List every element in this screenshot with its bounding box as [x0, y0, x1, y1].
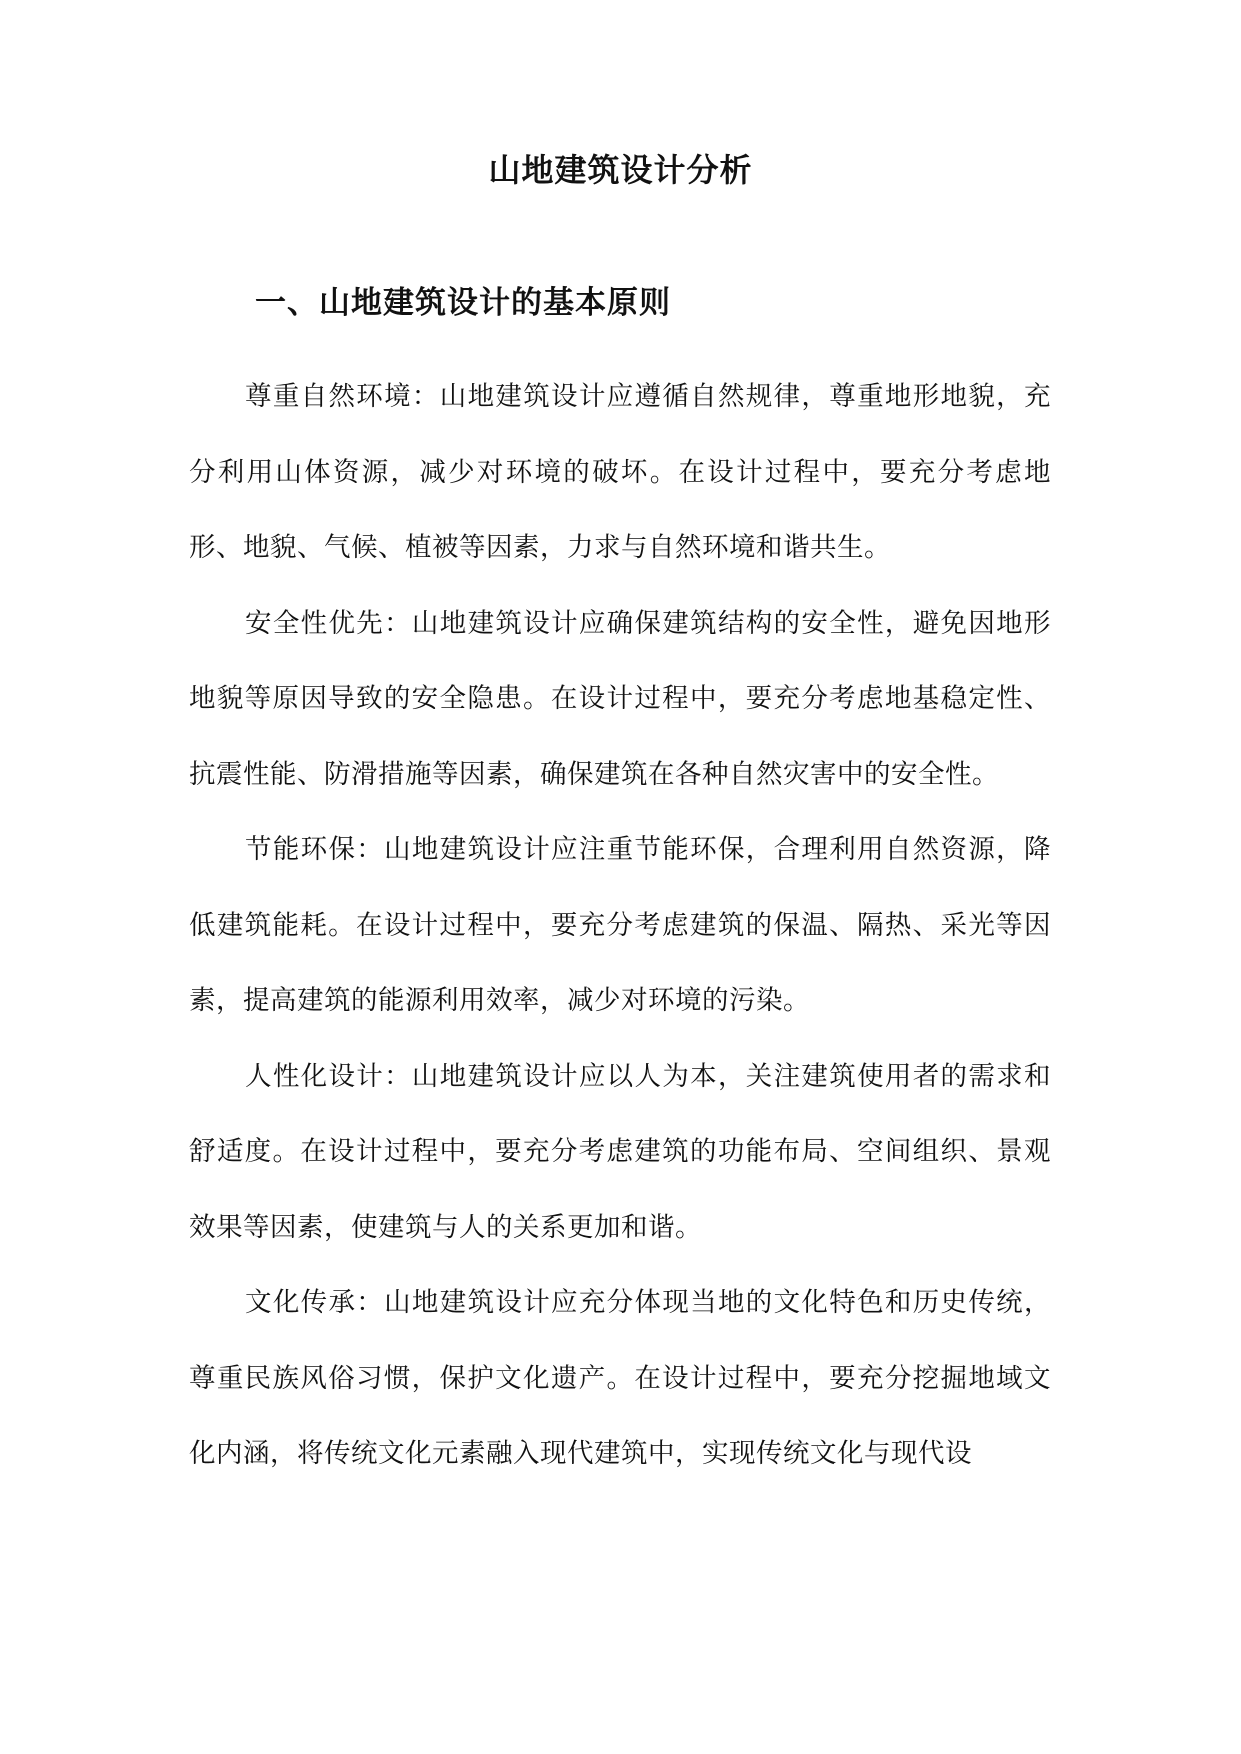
section-heading: 一、山地建筑设计的基本原则 [255, 285, 671, 321]
document-title: 山地建筑设计分析 [488, 151, 753, 189]
document-body [189, 359, 1051, 1492]
paragraph: 文化传承：山地建筑设计应充分体现当地的文化特色和历史传统，尊重民族风俗习惯，保护文化遗产。在设计过程中，要充分挖掘地域文化内涵，将传统文化元素融入现代建筑中，实现传统文化与现代设 [189, 1287, 1051, 1469]
paragraph: 人性化设计：山地建筑设计应以人为本，关注建筑使用者的需求和舒适度。在设计过程中，要充分考虑建筑的功能布局、空间组织、景观效果等因素，使建筑与人的关系更加和谐。 [189, 1060, 1051, 1243]
paragraph: 节能环保：山地建筑设计应注重节能环保，合理利用自然资源，降低建筑能耗。在设计过程中，要充分考虑建筑的保温、隔热、采光等因素，提高建筑的能源利用效率，减少对环境的污染。 [189, 834, 1051, 1016]
paragraph: 安全性优先：山地建筑设计应确保建筑结构的安全性，避免因地形地貌等原因导致的安全隐患。在设计过程中，要充分考虑地基稳定性、抗震性能、防滑措施等因素，确保建筑在各种自然灾害中的安全性。 [189, 607, 1051, 790]
paragraph: 尊重自然环境：山地建筑设计应遵循自然规律，尊重地形地貌，充分利用山体资源，减少对环境的破坏。在设计过程中，要充分考虑地形、地貌、气候、植被等因素，力求与自然环境和谐共生。 [189, 381, 1051, 563]
